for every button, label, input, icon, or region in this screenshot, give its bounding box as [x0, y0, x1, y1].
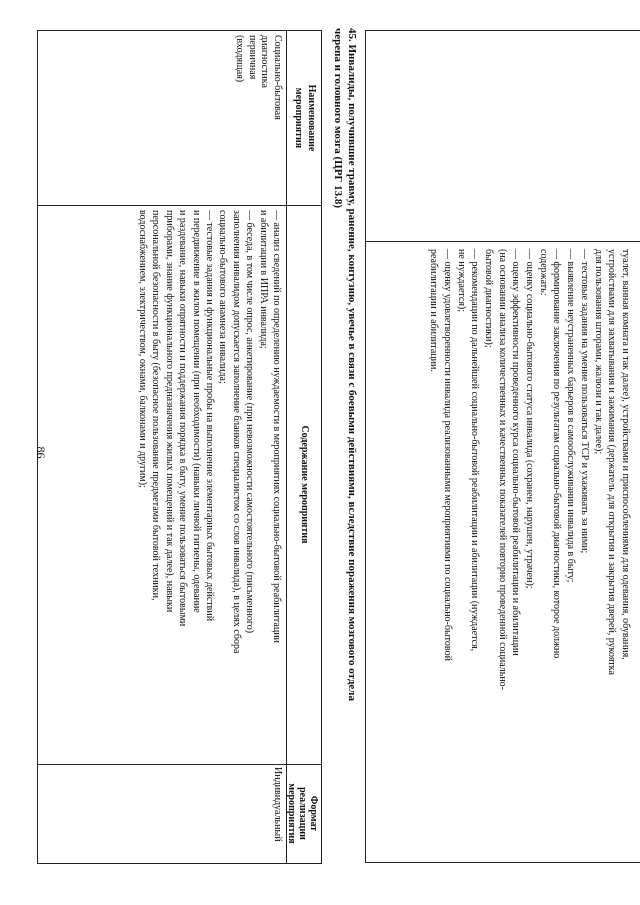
content-line: водоснабжением, электричеством, окнами, балконами и другим);: [136, 210, 148, 488]
continuation-right-cell: [365, 241, 640, 863]
content-line: приборами, знание функционального предназначения жилых помещений и так далее), навыки: [163, 210, 175, 613]
table-row-name-line: Социально-бытовая: [272, 35, 283, 120]
table-header-content-label: Содержание мероприятия: [299, 425, 310, 544]
continuation-left-cell: [365, 30, 640, 242]
continuation-line: — оценку удовлетворенности инвалида реализованными мероприятиями по социально-бытовой: [441, 249, 453, 661]
table-row-name-line: диагностика: [259, 35, 271, 88]
table-row-name-line: (входящая): [234, 35, 246, 83]
table-row-format-text: Индивидуальный: [272, 767, 283, 842]
table-header-name-line: мероприятия: [293, 87, 305, 149]
content-line: и передвижение в жилом помещении (при необходимости) (навыки личной гигиены, одевание: [190, 210, 202, 613]
continuation-line: не нуждается);: [455, 249, 467, 313]
content-line: заполнения инвалидом допускается заполнение бланков специалистом со слов инвалида), в целях сбора: [230, 210, 242, 654]
table-row-name-line: первичная: [247, 35, 258, 80]
continuation-line: — тестовые задания на умение пользоваться ТСР и ухаживать за ними;: [578, 249, 590, 554]
continuation-line: устройствами для захватывания и зажимания (держатель для открытия и закрытия дверей, рукоятка: [606, 249, 618, 675]
table-header-content: [286, 205, 322, 765]
continuation-line: — оценку эффективности проведенного курса социально-бытовой реабилитации и абилитации: [510, 249, 522, 656]
table-header-format-line: Формат: [308, 795, 319, 832]
continuation-line: содержать:: [537, 249, 549, 296]
table-row-content-text: [136, 210, 283, 759]
continuation-line: для пользования шторами, жалюзи и так далее);: [592, 249, 604, 455]
content-line: — тестовые задания и функциональные пробы на выполнение элементарных бытовых действий: [203, 210, 215, 622]
continuation-line: — рекомендации по дальнейшей социально-бытовой реабилитации и абилитации (нуждается,: [469, 249, 481, 652]
content-line: социально-бытового анамнеза инвалида;: [217, 210, 229, 384]
continuation-line: туалет, ванная комната и так далее), устройствами и приспособлениями для одевания, обувания,: [620, 249, 631, 660]
continuation-line: — оценку социально-бытового статуса инвалида (сохранен, нарушен, утрачен);: [524, 249, 536, 589]
table-header-format-line: мероприятия: [286, 783, 297, 844]
continuation-line: бытовой диагностики);: [482, 249, 494, 348]
content-line: и раздевание, навыки опрятности и поддержания порядка в быту, умение пользоваться бытовыми: [177, 210, 189, 627]
table-header-name: [286, 30, 322, 206]
continuation-text: [426, 249, 632, 854]
continuation-line: — формирование заключения по результатам социально-бытовой диагностики, которое должно: [551, 249, 563, 659]
content-line: — анализ сведений по определению нуждаемости в мероприятиях социально-бытовой реабилитации: [271, 210, 282, 643]
content-line: персональной безопасности в быту (безопасное пользование предметами бытовой техники,: [150, 210, 162, 601]
section-heading: [331, 28, 358, 884]
continuation-line: реабилитации и абилитации.: [428, 249, 440, 372]
table-header-format: [286, 764, 322, 864]
table-header-format-line: реализации: [297, 787, 308, 840]
continuation-line: — выявление неустраненных барьеров в самообслуживании инвалида в быту;: [565, 249, 577, 583]
section-heading-line1: 45. Инвалиды, получившие травму, ранение, контузию, увечье в связи с боевыми действиями, вследствие поражения мозгового отдела: [346, 28, 358, 701]
page-number: 86: [34, 446, 48, 459]
continuation-line: (на основании анализа количественных и качественных показателей повторно проведенной социально-: [496, 249, 508, 690]
table-row-format-cell: [37, 764, 287, 864]
table-header-name-line: Наименование: [306, 84, 317, 152]
section-heading-line2: черепа и головного мозга (ЦРГ 13.8): [332, 28, 345, 209]
content-line: — беседа, в том числе опрос, анкетирование (при невозможности самостоятельного (письменного): [244, 210, 256, 634]
content-line: и абилитации в ИПРА инвалида;: [257, 210, 269, 349]
table-row-name-cell: [37, 30, 287, 206]
table-row-content-cell: [37, 205, 287, 765]
